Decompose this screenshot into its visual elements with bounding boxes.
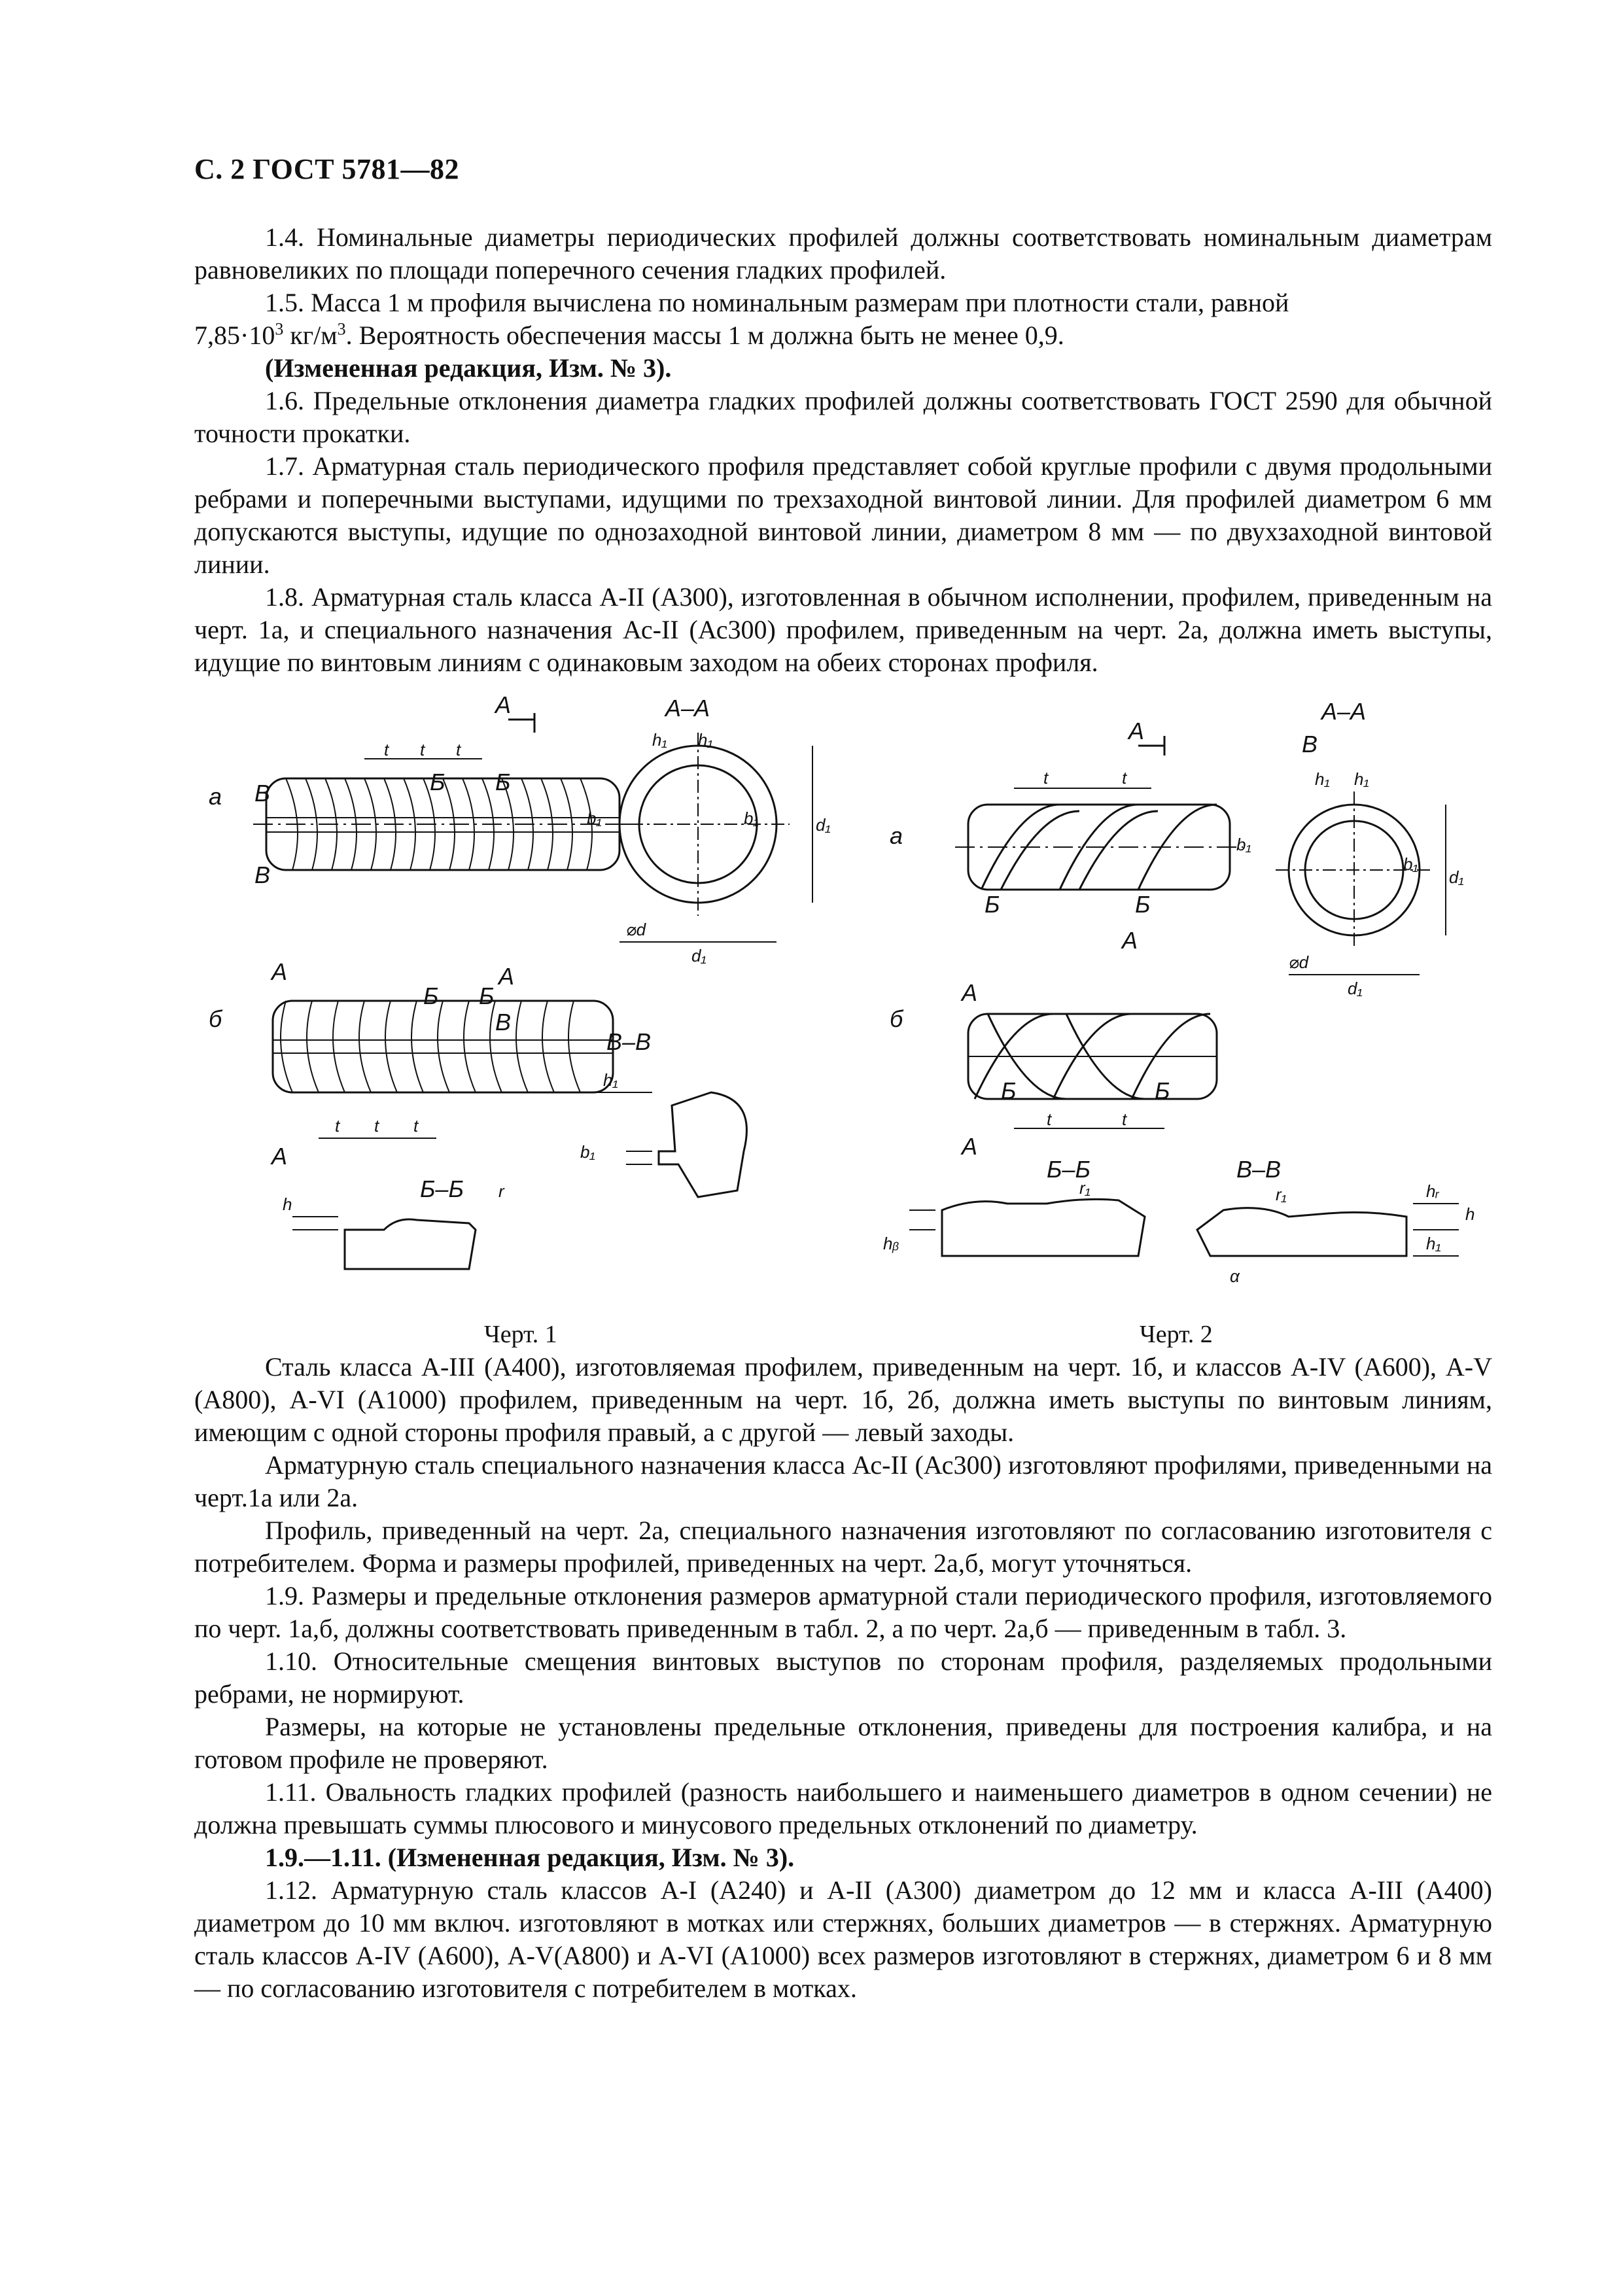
section-BB-title: Б–Б — [1047, 1156, 1091, 1183]
label-A-bot: А — [1122, 927, 1138, 954]
paragraph-steel-a3: Сталь класса А-III (А400), изготовляемая профилем, приведенным на черт. 1б, и классов А-IV (А600), А-V (А800), А-VI (А1000) профилем, приведенным на черт. 1б, 2б, должна иметь выступы по винтовым линиям, имеющим с одной стороны профиля правый, а с другой — левый заходы. — [194, 1352, 1492, 1447]
section-BB-title: Б–Б — [420, 1175, 464, 1202]
dim-b1: b₁ — [1236, 835, 1251, 854]
paragraph-1-4: 1.4. Номинальные диаметры периодических профилей должны соответствовать номинальным диаметрам равновеликих по площади поперечного сечения гладких профилей. — [194, 222, 1492, 285]
label-A-b3: А — [271, 1143, 288, 1170]
section-VV — [593, 1092, 746, 1197]
dim-h1-a: h₁ — [1315, 769, 1330, 789]
dim-r1-BB: r₁ — [1079, 1178, 1091, 1198]
bottom-text — [194, 1351, 1492, 2005]
drawing-1-svg — [194, 693, 875, 1321]
dim-h1-b: h₁ — [698, 730, 713, 750]
dim-h1-a: h₁ — [652, 730, 667, 750]
rebar-view-a — [253, 778, 639, 870]
page-header: С. 2 ГОСТ 5781—82 — [194, 153, 460, 185]
label-B-2: Б — [1135, 891, 1151, 918]
label-V-top: В — [1302, 731, 1318, 757]
section-VV — [1197, 1204, 1459, 1256]
dim-h1-b: h₁ — [1354, 769, 1369, 789]
section-AA-title: А–А — [1321, 698, 1367, 725]
dim-d1-vert: d₁ — [816, 815, 831, 835]
caption-fig1: Черт. 1 — [484, 1321, 557, 1348]
drawing-1 — [194, 693, 875, 1321]
caption-fig2: Черт. 2 — [1140, 1321, 1213, 1348]
label-A-top: А — [1128, 718, 1145, 744]
label-B-b1: Б — [1001, 1077, 1017, 1104]
dim-d: ⌀d — [1289, 952, 1309, 972]
paragraph-1-11: 1.11. Овальность гладких профилей (разность наибольшего и наименьшего диаметров в одном сечении) не должна превышать суммы плюсового и минусового предельных отклонений по диаметру. — [194, 1777, 1492, 1839]
paragraph-1-8: 1.8. Арматурная сталь класса А-II (А300), изготовленная в обычном исполнении, профилем, приведенным на черт. 1а, и специального назначения Ас-II (Ас300) профилем, приведенным на черт. 2а, должна иметь выступы, идущие по винтовым линиям с одинаковым заходом на обеих сторонах профиля. — [194, 582, 1492, 677]
label-a: а — [209, 783, 222, 810]
dim-b1-VV: b₁ — [580, 1142, 595, 1162]
dim-t-3: t — [456, 740, 461, 759]
label-V-2: В — [254, 861, 271, 888]
rebar-view-a — [955, 805, 1243, 890]
dim-hb: hᵦ — [883, 1234, 899, 1253]
section-BB — [292, 1217, 476, 1269]
dim-r-BB: r — [498, 1181, 504, 1201]
dim-t-1: t — [384, 740, 389, 759]
label-A-b1: А — [271, 958, 288, 985]
label-A-b1: А — [962, 979, 978, 1006]
dim-hr: hᵣ — [1426, 1181, 1439, 1201]
dim-t-1: t — [1043, 768, 1049, 788]
label-V-1: В — [254, 780, 271, 807]
dim-h1-VV: h₁ — [603, 1070, 618, 1090]
dim-t-b2: t — [1122, 1109, 1127, 1129]
label-A-b2: А — [962, 1133, 978, 1160]
section-AA — [606, 733, 812, 942]
dim-d1-horiz: d₁ — [1348, 979, 1363, 998]
section-BB — [909, 1199, 1145, 1256]
paragraph-special: Арматурную сталь специального назначения класса Ас-II (Ас300) изготовляют профилями, приведенными на черт.1а или 2а. — [194, 1450, 1492, 1512]
label-b: б — [890, 1005, 903, 1032]
drawing-2-svg — [870, 693, 1498, 1321]
dim-t-2: t — [1122, 768, 1127, 788]
label-V-b: В — [495, 1009, 512, 1035]
dim-b1: b₁ — [587, 809, 602, 828]
amendment-note-2: 1.9.—1.11. (Измененная редакция, Изм. № 3). — [265, 1843, 795, 1872]
paragraph-1-6: 1.6. Предельные отклонения диаметра гладких профилей должны соответствовать ГОСТ 2590 для обычной точности прокатки. — [194, 386, 1492, 448]
amendment-note: (Измененная редакция, Изм. № 3). — [265, 353, 672, 383]
rebar-view-b — [273, 1001, 613, 1092]
dim-d: ⌀d — [626, 920, 646, 939]
drawing-2 — [870, 693, 1498, 1321]
label-B-2: Б — [495, 769, 511, 795]
label-B-1: Б — [985, 891, 1000, 918]
paragraph-1-5: 1.5. Масса 1 м профиля вычислена по номинальным размерам при плотности стали, равной $7,85\cdot 10^3$ $кг/м^3$. Вероятность обеспечения массы 1 м должна быть не менее 0,9. — [194, 288, 1289, 350]
dim-t-b1: t — [1047, 1109, 1052, 1129]
paragraph-1-7: 1.7. Арматурная сталь периодического профиля представляет собой круглые профили с двумя продольными ребрами и поперечными выступами, идущими по трехзаходной винтовой линии. Для профилей диаметром 6 мм допускаются выступы, идущие по однозаходной винтовой линии, диаметром 8 мм — по двухзаходной винтовой линии. — [194, 451, 1492, 579]
dim-t-b3: t — [413, 1116, 419, 1136]
dim-d1-horiz: d₁ — [691, 946, 707, 965]
paragraph-1-10: 1.10. Относительные смещения винтовых выступов по сторонам профиля, разделяемых продольными ребрами, не нормируют. — [194, 1646, 1492, 1709]
dim-h: h — [1465, 1204, 1475, 1224]
top-text — [194, 221, 1492, 679]
section-VV-title: В–В — [606, 1028, 652, 1055]
paragraph-1-9: 1.9. Размеры и предельные отклонения размеров арматурной стали периодического профиля, изготовляемого по черт. 1а,б, должны соответствовать приведенным в табл. 2, а по черт. 2а,б — приведенным в табл. 3. — [194, 1581, 1492, 1643]
dim-h-BB: h — [283, 1194, 292, 1214]
label-b: б — [209, 1005, 222, 1032]
dim-b1-sec: b₁ — [1403, 854, 1418, 874]
label-B-b2: Б — [1155, 1077, 1170, 1104]
label-B-1: Б — [430, 769, 445, 795]
section-AA — [1276, 791, 1446, 975]
paragraph-profile-2a: Профиль, приведенный на черт. 2а, специального назначения изготовляют по согласованию изготовителя с потребителем. Форма и размеры профилей, приведенных на черт. 2а,б, могут уточняться. — [194, 1516, 1492, 1578]
paragraph-1-12: 1.12. Арматурную сталь классов А-I (А240) и А-II (А300) диаметром до 12 мм и класса А-III (А400) диаметром до 10 мм включ. изготовляют в мотках или стержнях, больших диаметров — в стержнях. Арматурную сталь классов А-IV (А600), А-V(А800) и А-VI (А1000) всех размеров изготовляют в стержнях, диаметром 6 и 8 мм — по согласованию изготовителя с потребителем в мотках. — [194, 1875, 1492, 2003]
dim-d1-vert: d₁ — [1449, 867, 1464, 887]
label-a: а — [890, 822, 903, 849]
section-AA-title: А–А — [665, 695, 710, 722]
section-VV-title: В–В — [1236, 1156, 1282, 1183]
label-B-b2: Б — [479, 983, 495, 1009]
paragraph-sizes: Размеры, на которые не установлены предельные отклонения, приведены для построения калибра, и на готовом профиле не проверяют. — [194, 1712, 1492, 1774]
dim-t-2: t — [420, 740, 425, 759]
dim-t-b2: t — [374, 1116, 379, 1136]
dim-b1-sec: b₁ — [744, 809, 759, 828]
dim-h1-VV: h₁ — [1426, 1234, 1441, 1253]
label-A-b2: А — [498, 963, 515, 990]
dim-t-b1: t — [335, 1116, 340, 1136]
label-B-b: Б — [423, 983, 439, 1009]
dim-r1-VV: r₁ — [1276, 1185, 1287, 1204]
label-A-top: А — [495, 693, 512, 718]
dim-alpha: α — [1230, 1266, 1240, 1286]
